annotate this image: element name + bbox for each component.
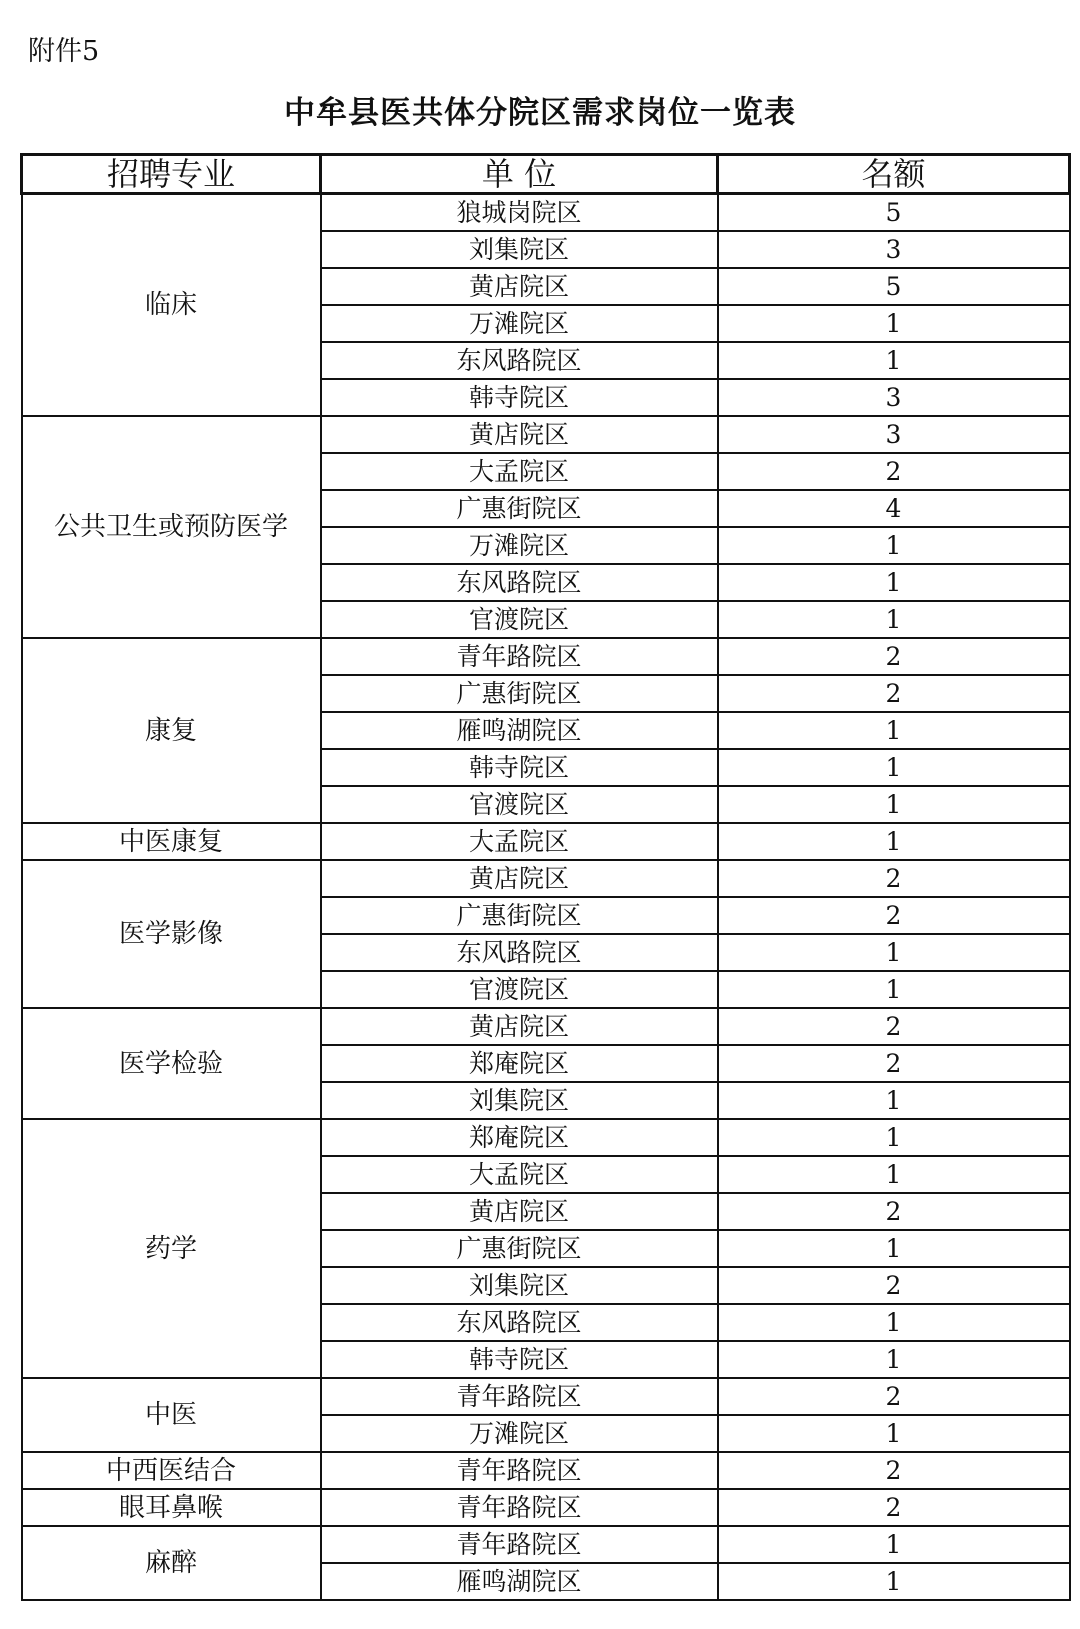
count-cell: 1 bbox=[718, 1563, 1070, 1600]
positions-table bbox=[20, 153, 1071, 1601]
unit-cell: 韩寺院区 bbox=[321, 1341, 718, 1378]
table-row bbox=[22, 860, 1070, 897]
unit-cell: 青年路院区 bbox=[321, 1378, 718, 1415]
major-cell: 医学检验 bbox=[22, 1008, 321, 1119]
major-cell: 药学 bbox=[22, 1119, 321, 1378]
count-cell: 1 bbox=[718, 1341, 1070, 1378]
unit-cell: 韩寺院区 bbox=[321, 379, 718, 416]
page-title: 中牟县医共体分院区需求岗位一览表 bbox=[284, 95, 796, 131]
major-cell: 康复 bbox=[22, 638, 321, 823]
count-cell: 1 bbox=[718, 527, 1070, 564]
major-cell: 公共卫生或预防医学 bbox=[22, 416, 321, 638]
table-row bbox=[22, 1008, 1070, 1045]
count-cell: 4 bbox=[718, 490, 1070, 527]
unit-cell: 广惠街院区 bbox=[321, 675, 718, 712]
major-cell: 中医康复 bbox=[22, 823, 321, 860]
count-cell: 1 bbox=[718, 1526, 1070, 1563]
count-cell: 2 bbox=[718, 1378, 1070, 1415]
header-major: 招聘专业 bbox=[22, 155, 321, 194]
count-cell: 2 bbox=[718, 1489, 1070, 1526]
unit-cell: 东风路院区 bbox=[321, 342, 718, 379]
unit-cell: 黄店院区 bbox=[321, 1193, 718, 1230]
attachment-label: 附件5 bbox=[28, 36, 100, 67]
table-row bbox=[22, 823, 1070, 860]
count-cell: 1 bbox=[718, 1230, 1070, 1267]
count-cell: 2 bbox=[718, 1045, 1070, 1082]
unit-cell: 雁鸣湖院区 bbox=[321, 712, 718, 749]
table-row bbox=[22, 638, 1070, 675]
unit-cell: 万滩院区 bbox=[321, 527, 718, 564]
unit-cell: 青年路院区 bbox=[321, 1452, 718, 1489]
unit-cell: 东风路院区 bbox=[321, 934, 718, 971]
count-cell: 2 bbox=[718, 675, 1070, 712]
major-cell: 麻醉 bbox=[22, 1526, 321, 1600]
unit-cell: 雁鸣湖院区 bbox=[321, 1563, 718, 1600]
unit-cell: 东风路院区 bbox=[321, 1304, 718, 1341]
table-row bbox=[22, 1378, 1070, 1415]
count-cell: 1 bbox=[718, 601, 1070, 638]
major-cell: 医学影像 bbox=[22, 860, 321, 1008]
table-row bbox=[22, 1119, 1070, 1156]
count-cell: 1 bbox=[718, 1304, 1070, 1341]
unit-cell: 刘集院区 bbox=[321, 1267, 718, 1304]
table-row bbox=[22, 1452, 1070, 1489]
count-cell: 2 bbox=[718, 453, 1070, 490]
unit-cell: 韩寺院区 bbox=[321, 749, 718, 786]
unit-cell: 广惠街院区 bbox=[321, 897, 718, 934]
count-cell: 1 bbox=[718, 1156, 1070, 1193]
count-cell: 2 bbox=[718, 897, 1070, 934]
unit-cell: 大孟院区 bbox=[321, 1156, 718, 1193]
table-row bbox=[22, 416, 1070, 453]
count-cell: 1 bbox=[718, 971, 1070, 1008]
unit-cell: 郑庵院区 bbox=[321, 1119, 718, 1156]
count-cell: 2 bbox=[718, 638, 1070, 675]
header-count: 名额 bbox=[718, 155, 1070, 194]
count-cell: 3 bbox=[718, 379, 1070, 416]
header-unit: 单 位 bbox=[321, 155, 718, 194]
unit-cell: 狼城岗院区 bbox=[321, 194, 718, 232]
table-row bbox=[22, 1526, 1070, 1563]
unit-cell: 官渡院区 bbox=[321, 786, 718, 823]
count-cell: 1 bbox=[718, 934, 1070, 971]
count-cell: 2 bbox=[718, 1193, 1070, 1230]
major-cell: 中医 bbox=[22, 1378, 321, 1452]
unit-cell: 广惠街院区 bbox=[321, 490, 718, 527]
unit-cell: 青年路院区 bbox=[321, 1526, 718, 1563]
count-cell: 5 bbox=[718, 194, 1070, 232]
table-header-row bbox=[22, 155, 1070, 194]
count-cell: 1 bbox=[718, 342, 1070, 379]
count-cell: 1 bbox=[718, 749, 1070, 786]
count-cell: 1 bbox=[718, 786, 1070, 823]
unit-cell: 刘集院区 bbox=[321, 231, 718, 268]
major-cell: 中西医结合 bbox=[22, 1452, 321, 1489]
count-cell: 2 bbox=[718, 1452, 1070, 1489]
unit-cell: 官渡院区 bbox=[321, 601, 718, 638]
unit-cell: 青年路院区 bbox=[321, 638, 718, 675]
unit-cell: 万滩院区 bbox=[321, 305, 718, 342]
count-cell: 1 bbox=[718, 1082, 1070, 1119]
count-cell: 1 bbox=[718, 1415, 1070, 1452]
count-cell: 2 bbox=[718, 1267, 1070, 1304]
unit-cell: 黄店院区 bbox=[321, 1008, 718, 1045]
count-cell: 1 bbox=[718, 305, 1070, 342]
table-row bbox=[22, 1489, 1070, 1526]
count-cell: 1 bbox=[718, 1119, 1070, 1156]
unit-cell: 刘集院区 bbox=[321, 1082, 718, 1119]
count-cell: 1 bbox=[718, 564, 1070, 601]
unit-cell: 大孟院区 bbox=[321, 823, 718, 860]
major-cell: 临床 bbox=[22, 194, 321, 417]
count-cell: 2 bbox=[718, 860, 1070, 897]
unit-cell: 黄店院区 bbox=[321, 860, 718, 897]
count-cell: 1 bbox=[718, 823, 1070, 860]
table-row bbox=[22, 194, 1070, 232]
unit-cell: 东风路院区 bbox=[321, 564, 718, 601]
count-cell: 2 bbox=[718, 1008, 1070, 1045]
unit-cell: 黄店院区 bbox=[321, 268, 718, 305]
unit-cell: 黄店院区 bbox=[321, 416, 718, 453]
major-cell: 眼耳鼻喉 bbox=[22, 1489, 321, 1526]
count-cell: 5 bbox=[718, 268, 1070, 305]
unit-cell: 青年路院区 bbox=[321, 1489, 718, 1526]
unit-cell: 大孟院区 bbox=[321, 453, 718, 490]
count-cell: 1 bbox=[718, 712, 1070, 749]
unit-cell: 万滩院区 bbox=[321, 1415, 718, 1452]
count-cell: 3 bbox=[718, 416, 1070, 453]
unit-cell: 郑庵院区 bbox=[321, 1045, 718, 1082]
table-body bbox=[22, 194, 1070, 1601]
unit-cell: 官渡院区 bbox=[321, 971, 718, 1008]
count-cell: 3 bbox=[718, 231, 1070, 268]
unit-cell: 广惠街院区 bbox=[321, 1230, 718, 1267]
